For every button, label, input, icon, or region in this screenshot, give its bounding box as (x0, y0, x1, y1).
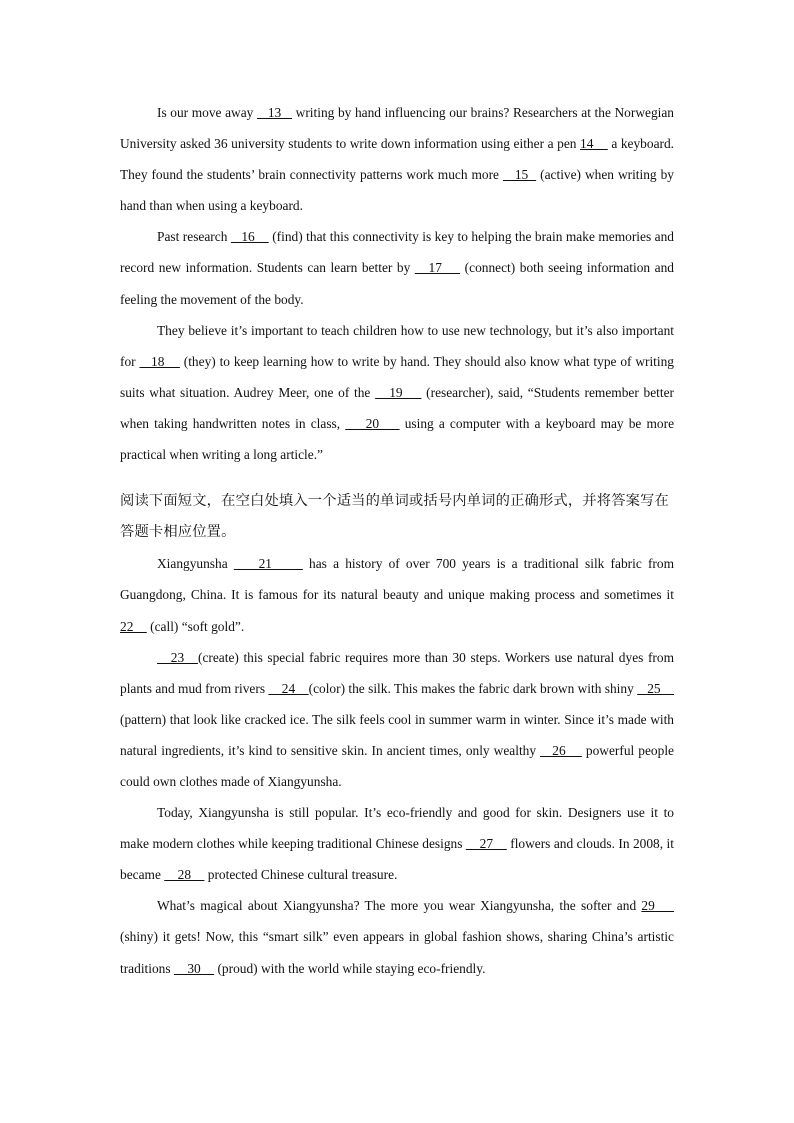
passage-one (120, 97, 674, 470)
paragraph (120, 642, 674, 797)
paragraph-text: writing by hand influencing our brains? Researchers at the Norwegian University asked 36 university students to write down information using either a pen (120, 105, 674, 152)
paragraph-text: (shiny) it gets! Now, this “smart silk” even appears in global fashion shows, sharing China’s artistic traditions (120, 929, 674, 976)
paragraph-text: Is our move away (157, 105, 257, 120)
paragraph-text: (active) when writing by hand than when using a keyboard. (120, 167, 674, 214)
exercise-instruction: 阅读下面短文，在空白处填入一个适当的单词或括号内单词的正确形式，并将答案写在答题卡相应位置。 (120, 493, 669, 541)
answer-blank: 30 (173, 960, 215, 976)
answer-blank: 14 (580, 136, 608, 152)
paragraph-text: a keyboard. They found the students’ brain connectivity patterns work much more (120, 136, 675, 183)
paragraph (120, 221, 674, 314)
answer-blank: 17 (414, 260, 461, 276)
passage-two (120, 548, 674, 983)
paragraph-text: (find) that this connectivity is key to helping the brain make memories and record new information. Students can learn better by (120, 229, 675, 276)
answer-blank: 19 (375, 384, 422, 400)
answer-blank: 18 (139, 353, 180, 369)
answer-blank: 15 (502, 167, 537, 183)
paragraph (120, 315, 674, 470)
paragraph-text: has a history of over 700 years is a traditional silk fabric from Guangdong, China. It is famous for its natural beauty and unique making process and sometimes it (120, 556, 674, 603)
paragraph-text: Today, Xiangyunsha is still popular. It’s eco-friendly and good for skin. Designers use it to make modern clothes while keeping traditional Chinese designs (120, 805, 674, 852)
paragraph-text: (connect) both seeing information and feeling the movement of the body. (120, 260, 674, 307)
answer-blank: 20 (345, 415, 400, 431)
paragraph-text: (call) “soft gold”. (146, 618, 245, 634)
answer-blank: 23 (157, 649, 198, 665)
answer-blank: 16 (230, 229, 269, 245)
paragraph-text: (pattern) that look like cracked ice. The silk feels cool in summer warm in winter. Since it’s made with natural ingredients, it’s kind to sensitive skin. In ancient times, only wealthy (120, 711, 674, 758)
paragraph (120, 97, 674, 221)
paragraph-text: Xiangyunsha (157, 556, 234, 572)
paragraph-text: powerful people could own clothes made of Xiangyunsha. (120, 742, 674, 789)
paragraph-text: What’s magical about Xiangyunsha? The more you wear Xiangyunsha, the softer and (157, 898, 642, 914)
paragraph (120, 890, 674, 983)
paragraph-text: using a computer with a keyboard may be more practical when writing a long article.” (120, 415, 675, 463)
answer-blank: 24 (268, 680, 309, 696)
answer-blank: 28 (164, 867, 205, 883)
answer-blank: 25 (637, 680, 675, 696)
paragraph-text: They believe it’s important to teach children how to use new technology, but it’s also important for (120, 322, 674, 369)
paragraph-text: (color) the silk. This makes the fabric dark brown with shiny (308, 680, 638, 696)
answer-blank: 26 (540, 742, 582, 758)
paragraph-text: (proud) with the world while staying eco-friendly. (214, 960, 486, 976)
document-body (120, 97, 674, 984)
answer-blank: 29 (641, 898, 675, 914)
answer-blank: 22 (120, 618, 147, 634)
paragraph-text: flowers and clouds. In 2008, it became (120, 836, 674, 883)
paragraph-text: (they) to keep learning how to write by hand. They should also know what type of writing suits what situation. Audrey Meer, one of the (120, 353, 675, 400)
paragraph (120, 548, 674, 641)
answer-blank: 13 (256, 105, 293, 120)
answer-blank: 21 (233, 556, 303, 572)
paragraph-text: protected Chinese cultural treasure. (204, 867, 398, 883)
paragraph-text: (create) this special fabric requires more than 30 steps. Workers use natural dyes from plants and mud from rivers (120, 649, 674, 696)
answer-blank: 27 (465, 836, 507, 852)
paragraph-text: (researcher), said, “Students remember better when taking handwritten notes in class, (120, 384, 674, 431)
paragraph-text: Past research (157, 229, 231, 245)
paragraph (120, 797, 674, 890)
